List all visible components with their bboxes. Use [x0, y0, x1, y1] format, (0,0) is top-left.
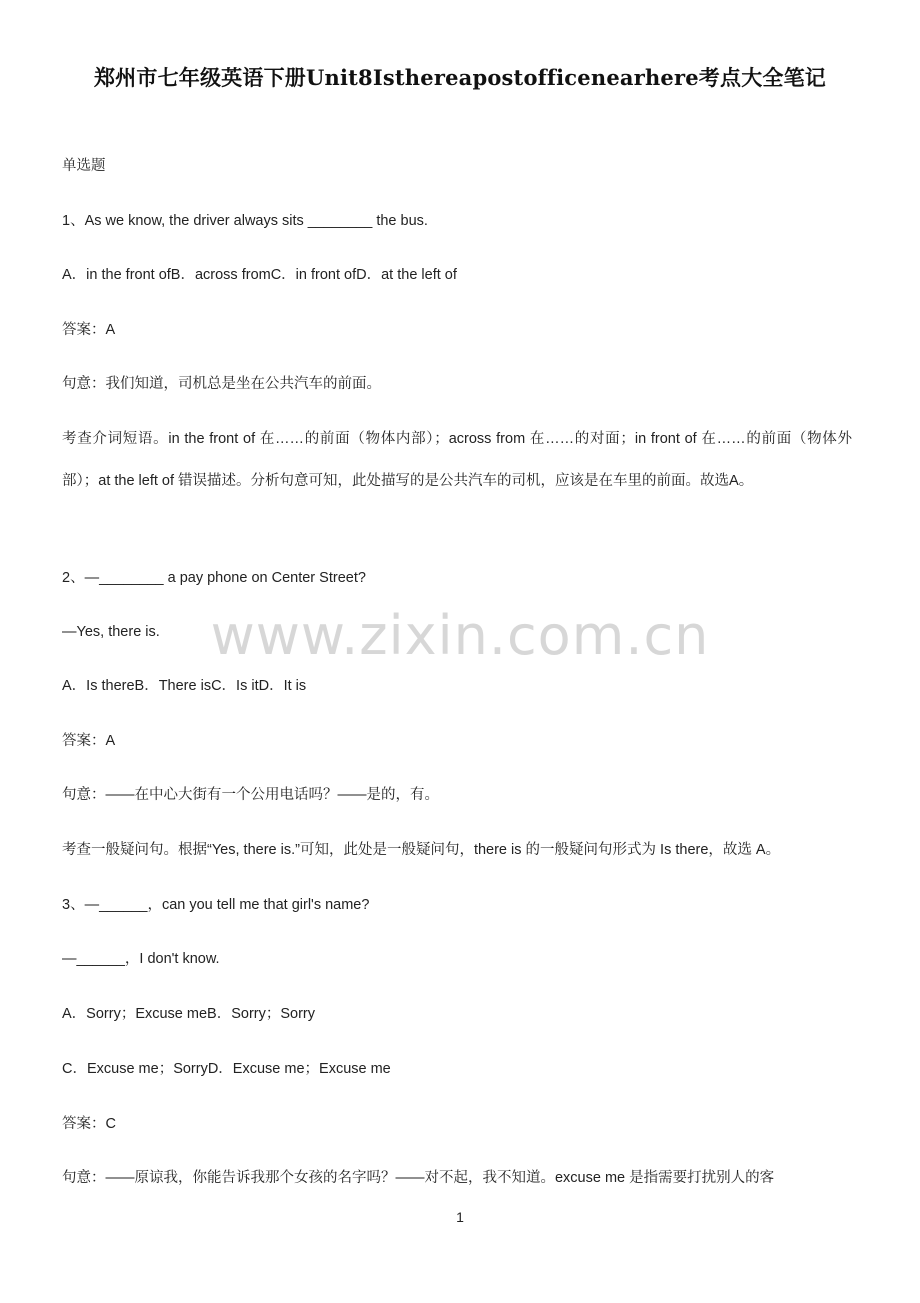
document-title: 郑州市七年级英语下册Unit8Isthereapostofficenearhere考点大全笔记: [93, 65, 827, 90]
section-heading: 单选题: [62, 158, 106, 174]
question-2-stem: 2、—________ a pay phone on Center Street?: [62, 570, 366, 586]
question-3-options-a-b: A．Sorry；Excuse meB．Sorry；Sorry: [62, 1006, 315, 1022]
question-1-stem: 1、As we know, the driver always sits ________ the bus.: [62, 213, 428, 229]
question-3-meaning: 句意：——原谅我，你能告诉我那个女孩的名字吗？——对不起，我不知道。excuse me 是指需要打扰别人的客: [62, 1170, 775, 1186]
question-2-meaning: 句意：——在中心大街有一个公用电话吗？——是的，有。: [62, 787, 439, 803]
watermark: www.zixin.com.cn: [210, 604, 710, 667]
question-3-reply: —______，I don't know.: [62, 951, 220, 967]
question-1-answer: 答案：A: [62, 322, 116, 338]
question-2-answer: 答案：A: [62, 733, 116, 749]
question-2-analysis: 考查一般疑问句。根据“Yes, there is.”可知，此处是一般疑问句，there is 的一般疑问句形式为 Is there，故选 A。: [62, 842, 781, 858]
question-2-reply: —Yes, there is.: [62, 624, 160, 640]
question-2-options: A．Is thereB．There isC．Is itD．It is: [62, 678, 307, 694]
question-3-stem: 3、—______，can you tell me that girl's name?: [62, 897, 370, 913]
question-3-answer: 答案：C: [62, 1116, 116, 1132]
question-1-meaning: 句意：我们知道，司机总是坐在公共汽车的前面。: [62, 376, 381, 392]
page-number: 1: [456, 1209, 464, 1225]
question-1-analysis: 考查介词短语。in the front of 在……的前面（物体内部）；across from 在……的对面；in front of 在……的前面（物体外部）；at the left of 错误描述。分析句意可知，此处描写的是公共汽车的司机，应该是在车里的前面。故选A。: [62, 431, 852, 489]
question-1-options: A．in the front ofB．across fromC．in front ofD．at the left of: [62, 267, 457, 283]
question-3-options-c-d: C．Excuse me；SorryD．Excuse me；Excuse me: [62, 1061, 391, 1077]
